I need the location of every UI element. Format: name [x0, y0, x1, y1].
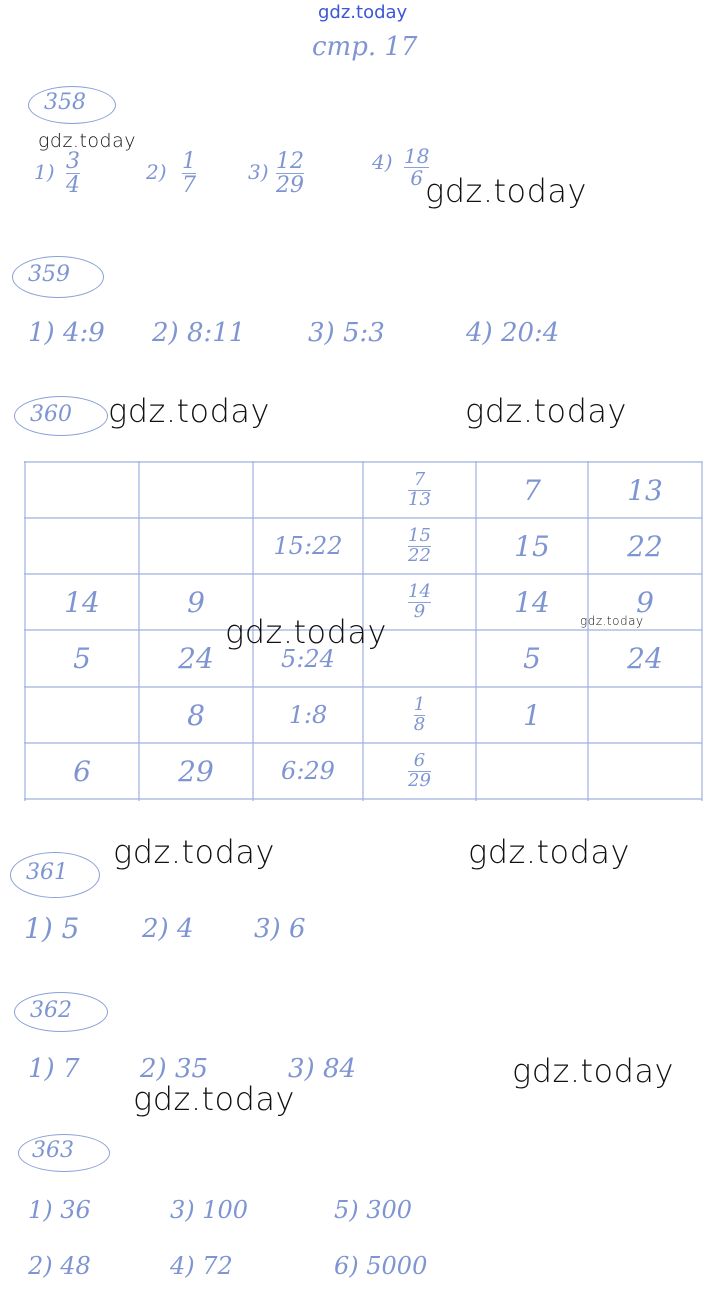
- denominator: 7: [182, 173, 196, 199]
- table-cell: 6: [73, 754, 91, 788]
- table-cell: [363, 518, 476, 574]
- exercise-number: 361: [26, 860, 68, 885]
- denominator: 29: [408, 769, 431, 791]
- answer: 3) 100: [170, 1196, 249, 1224]
- answer-label: 3): [248, 160, 269, 184]
- fraction-answer: [182, 150, 196, 197]
- numerator: 15: [408, 524, 431, 546]
- answer-label: 4): [372, 150, 393, 174]
- exercise-number: 363: [32, 1138, 74, 1163]
- table-cell: 14: [64, 585, 100, 619]
- table-cell: 1: [523, 698, 541, 732]
- answer: 3) 84: [288, 1054, 357, 1084]
- table-cell: 29: [178, 754, 214, 788]
- table-cell: [363, 743, 476, 799]
- denominator: 22: [408, 544, 431, 566]
- exercise-number: 359: [28, 262, 70, 287]
- answer: 2) 48: [28, 1252, 91, 1280]
- ratio-answer: 4) 20:4: [466, 318, 560, 348]
- table-cell: 5: [73, 642, 91, 675]
- ratio-answer: 3) 5:3: [308, 318, 385, 348]
- numerator: 12: [276, 149, 304, 174]
- table-cell: 14: [514, 585, 550, 619]
- table-cell: 9: [636, 585, 654, 619]
- ratio-answer: 1) 4:9: [28, 318, 105, 348]
- numerator: 18: [404, 144, 430, 168]
- answer: 6) 5000: [334, 1252, 428, 1280]
- exercise-number: 358: [44, 90, 86, 115]
- answer: 4) 72: [170, 1252, 233, 1280]
- table-cell: 5:24: [281, 644, 335, 673]
- watermark: gdz.today: [133, 1080, 295, 1118]
- numerator: 14: [408, 580, 431, 602]
- table-cell: 6:29: [281, 757, 335, 785]
- table-cell: 9: [187, 585, 205, 619]
- page-number: стр. 17: [312, 32, 418, 62]
- watermark: gdz.today: [468, 833, 630, 871]
- fraction-answer: [408, 580, 431, 622]
- watermark: gdz.today: [580, 614, 644, 628]
- answer: 1) 36: [28, 1196, 91, 1224]
- table-cell: 1:8: [288, 701, 328, 729]
- answer: 2) 35: [140, 1054, 209, 1084]
- fraction-answer: [408, 468, 431, 510]
- denominator: 8: [413, 713, 426, 735]
- answer: 1) 5: [24, 912, 80, 945]
- answer-label: 1): [34, 160, 55, 184]
- denominator: 9: [413, 600, 426, 622]
- table-cell: 24: [627, 642, 663, 675]
- denominator: 13: [408, 488, 431, 510]
- watermark: gdz.today: [225, 613, 387, 651]
- table-cell: 7: [523, 473, 541, 507]
- site-title[interactable]: gdz.today: [318, 2, 408, 23]
- table-cell: 13: [627, 473, 663, 507]
- answer: 1) 7: [28, 1054, 80, 1084]
- fraction-answer: [413, 693, 426, 735]
- exercise-number: 362: [30, 998, 72, 1023]
- table-cell: 22: [627, 529, 663, 563]
- table-cell: 15: [514, 529, 550, 563]
- ratio-answer: 2) 8:11: [152, 318, 246, 348]
- denominator: 4: [66, 173, 80, 199]
- denominator: 6: [410, 166, 424, 190]
- fraction-answer: [66, 150, 80, 197]
- watermark: gdz.today: [38, 130, 136, 152]
- table-cell: 15:22: [273, 532, 343, 560]
- watermark: gdz.today: [465, 392, 627, 430]
- numerator: 1: [413, 693, 426, 715]
- fraction-answer: [408, 749, 431, 791]
- table-cell: 5: [523, 642, 541, 675]
- numerator: 7: [413, 468, 426, 490]
- answer: 5) 300: [334, 1196, 413, 1224]
- exercise-number: 360: [30, 402, 72, 427]
- watermark: gdz.today: [113, 833, 275, 871]
- numerator: 6: [413, 749, 426, 771]
- denominator: 29: [276, 173, 304, 199]
- fraction-answer: [276, 150, 304, 197]
- watermark: gdz.today: [425, 172, 587, 210]
- fraction-answer: [408, 524, 431, 566]
- table-cell: 24: [178, 642, 214, 675]
- watermark: gdz.today: [512, 1052, 674, 1090]
- table-cell: [363, 462, 476, 518]
- table-cell: [363, 687, 476, 743]
- answer: 2) 4: [142, 914, 194, 944]
- watermark: gdz.today: [108, 392, 270, 430]
- numerator: 1: [182, 149, 196, 174]
- numerator: 3: [66, 149, 80, 174]
- answer: 3) 6: [254, 914, 306, 944]
- table-cell: 8: [187, 698, 205, 732]
- answer-label: 2): [146, 160, 167, 184]
